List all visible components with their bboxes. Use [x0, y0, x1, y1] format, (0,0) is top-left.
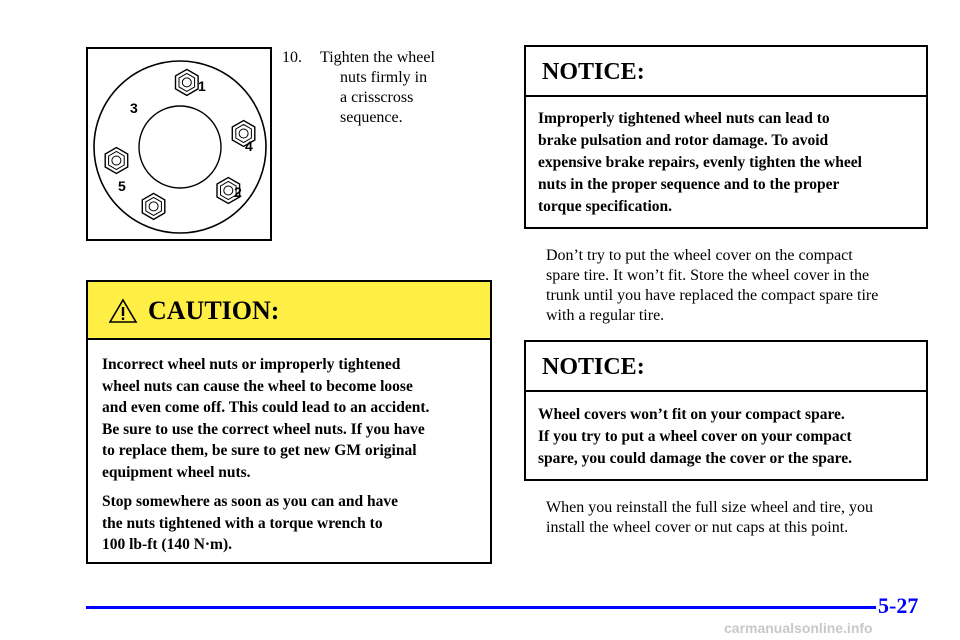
lug-nut-3 [105, 148, 128, 174]
wheel-nut-diagram [86, 47, 272, 241]
notice-header [526, 47, 926, 97]
caution-header [88, 282, 490, 340]
notice-body [538, 108, 928, 218]
notice-line: Improperly tightened wheel nuts can lead to [538, 110, 830, 127]
paragraph-line: with a regular tire. [546, 307, 665, 324]
caution-box [86, 280, 492, 564]
wheel-hub [139, 106, 221, 188]
paragraph-line: trunk until you have replaced the compact spare tire [546, 287, 879, 304]
notice-line: spare, you could damage the cover or the spare. [538, 450, 853, 467]
step-line: sequence. [340, 109, 403, 126]
watermark: carmanualsonline.info [724, 620, 873, 636]
caution-line: Stop somewhere as soon as you can and have [102, 493, 398, 510]
paragraph-line: When you reinstall the full size wheel and tire, you [546, 499, 874, 516]
nut-label-2: 2 [234, 184, 242, 200]
footer-rule [86, 606, 876, 609]
notice-line: Wheel covers won’t fit on your compact spare. [538, 406, 845, 423]
caution-line: Be sure to use the correct wheel nuts. If you have [102, 420, 425, 438]
notice-line: If you try to put a wheel cover on your compact [538, 428, 852, 445]
notice-body [538, 404, 928, 470]
lug-nut-5 [142, 193, 165, 219]
notice-box-wheel-covers [524, 340, 928, 481]
reinstall-paragraph [546, 498, 926, 538]
paragraph-line: Don’t try to put the wheel cover on the compact [546, 247, 853, 264]
paragraph-line: install the wheel cover or nut caps at this point. [546, 519, 849, 536]
notice-title: NOTICE: [542, 59, 645, 85]
step-number: 10. [282, 49, 302, 66]
warning-triangle-icon [108, 298, 138, 324]
notice-header [526, 342, 926, 392]
step-line: nuts firmly in [340, 69, 428, 86]
nut-label-3: 3 [130, 100, 138, 116]
step-line: a crisscross [340, 89, 414, 106]
caution-title: CAUTION: [148, 296, 280, 325]
caution-line: Incorrect wheel nuts or improperly tightened [102, 356, 401, 373]
notice-box-wheel-nuts [524, 45, 928, 229]
nut-label-5: 5 [118, 178, 126, 194]
nut-label-1: 1 [198, 78, 206, 94]
page-number: 5-27 [878, 593, 919, 618]
notice-line: nuts in the proper sequence and to the proper [538, 176, 840, 193]
nut-label-4: 4 [245, 138, 253, 154]
step-line: Tighten the wheel [320, 49, 435, 66]
caution-line: to replace them, be sure to get new GM original [102, 442, 417, 459]
notice-line: torque specification. [538, 198, 673, 215]
caution-paragraph [102, 491, 486, 556]
caution-line: and even come off. This could lead to an accident. [102, 399, 430, 416]
caution-body [102, 354, 486, 564]
lug-nut-1 [176, 69, 199, 95]
paragraph-line: spare tire. It won’t fit. Store the wheel cover in the [546, 267, 870, 284]
caution-line: wheel nuts can cause the wheel to become loose [102, 377, 413, 395]
caution-paragraph [102, 354, 486, 483]
caution-line: 100 lb-ft (140 N·m). [102, 536, 233, 553]
notice-title: NOTICE: [542, 354, 645, 380]
caution-line: the nuts tightened with a torque wrench to [102, 514, 383, 532]
step-text [320, 48, 480, 128]
notice-line: expensive brake repairs, evenly tighten the wheel [538, 154, 862, 171]
wheel-cover-paragraph [546, 246, 926, 326]
notice-line: brake pulsation and rotor damage. To avoid [538, 132, 829, 149]
caution-line: equipment wheel nuts. [102, 463, 251, 481]
wheel-nut-diagram-svg [88, 49, 270, 239]
